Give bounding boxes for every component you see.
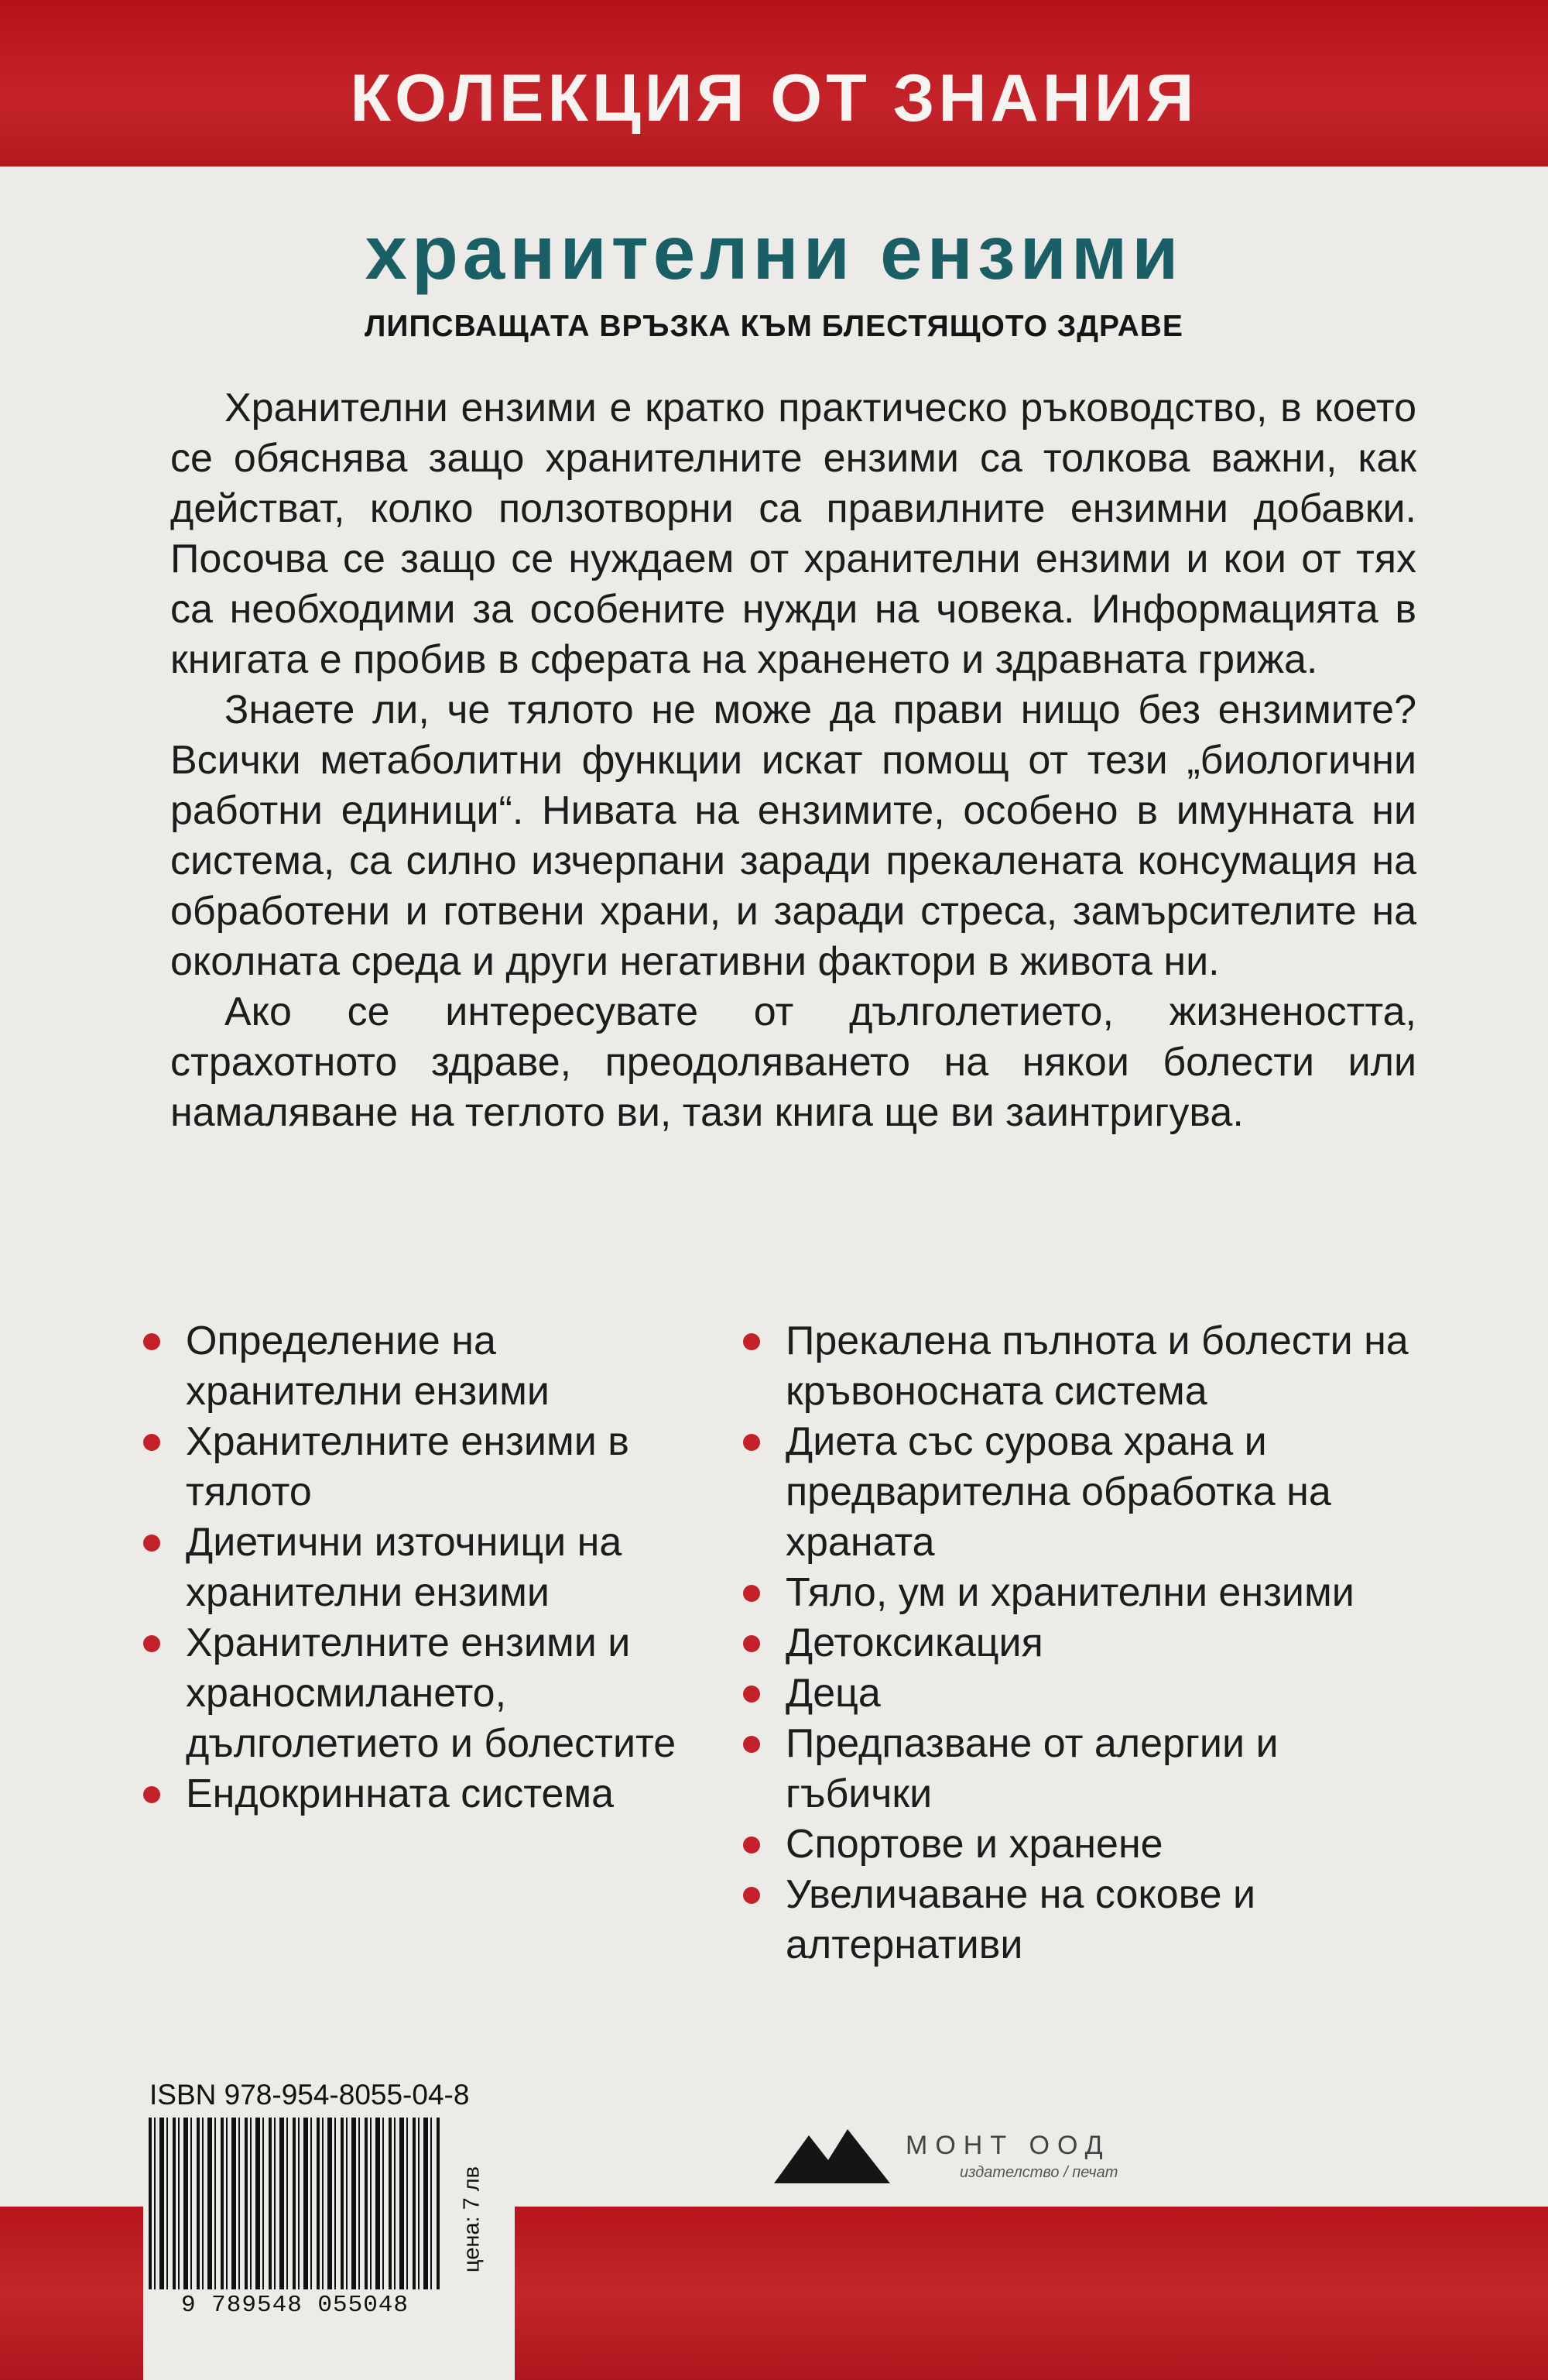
list-item: Определение на хранителни ензими xyxy=(143,1316,700,1417)
list-item: Хранителните ензими и храносмилането, дълголетието и болестите xyxy=(143,1618,700,1769)
publisher-name: МОНТ ООД xyxy=(906,2131,1111,2160)
description xyxy=(170,383,1416,1138)
list-item: Диета със сурова храна и предварителна обработка на храната xyxy=(743,1417,1409,1568)
list-item: Хранителните ензими в тялото xyxy=(143,1417,700,1518)
list-item: Детоксикация xyxy=(743,1618,1409,1668)
book-subtitle: ЛИПСВАЩАТА ВРЪЗКА КЪМ БЛЕСТЯЩОТО ЗДРАВЕ xyxy=(365,310,1183,343)
list-item: Предпазване от алергии и гъбички xyxy=(743,1719,1409,1819)
paragraph-1: Хранителни ензими е кратко практическо ръководство, в което се обяснява защо хранителните ензими са толкова важни, как действат, колко ползотворни са правилните ензимни добавки. Посочва се защо се нуждаем от хранителни ензими и кои от тях са необходими за особените нужди на човека. Информацията в книгата е пробив в сферата на храненето и здравната грижа. xyxy=(170,386,1416,682)
isbn-label: ISBN 978-954-8055-04-8 xyxy=(149,2079,470,2111)
topics-left-column xyxy=(143,1316,700,1819)
list-item: Спортове и хранене xyxy=(743,1819,1409,1870)
barcode xyxy=(149,2118,441,2327)
series-title: КОЛЕКЦИЯ ОТ ЗНАНИЯ xyxy=(350,61,1198,135)
list-item: Ендокринната система xyxy=(143,1769,700,1819)
paragraph-2: Знаете ли, че тялото не може да прави нищо без ензимите? Всички метаболитни функции искат помощ от тези „биологични работни единици“. Нивата на ензимите, особено в имунната ни система, са силно изчерпани заради прекалената консумация на обработени и готвени храни, и заради стреса, замърсителите на околната среда и други негативни фактори в живота ни. xyxy=(170,688,1416,984)
barcode-bars xyxy=(149,2118,441,2289)
list-item: Деца xyxy=(743,1668,1409,1719)
price-text: цена: 7 лв xyxy=(459,2166,485,2273)
mountain-logo-icon xyxy=(774,2121,890,2183)
topics-right-column xyxy=(743,1316,1409,1970)
publisher-subtitle: издателство / печат xyxy=(960,2164,1118,2181)
list-item: Тяло, ум и хранителни ензими xyxy=(743,1568,1409,1618)
price-label xyxy=(457,2114,488,2330)
list-item: Прекалена пълнота и болести на кръвоносната система xyxy=(743,1316,1409,1417)
paragraph-3: Ако се интересувате от дълголетието, жизнеността, страхотното здраве, преодоляването на някои болести или намаляване на теглото ви, тази книга ще ви заинтригува. xyxy=(170,989,1416,1135)
barcode-number: 9 789548 055048 xyxy=(180,2292,409,2319)
publisher-logo xyxy=(774,2110,1285,2203)
book-title: хранителни ензими xyxy=(365,210,1183,295)
list-item: Диетични източници на хранителни ензими xyxy=(143,1518,700,1618)
list-item: Увеличаване на сокове и алтернативи xyxy=(743,1870,1409,1970)
